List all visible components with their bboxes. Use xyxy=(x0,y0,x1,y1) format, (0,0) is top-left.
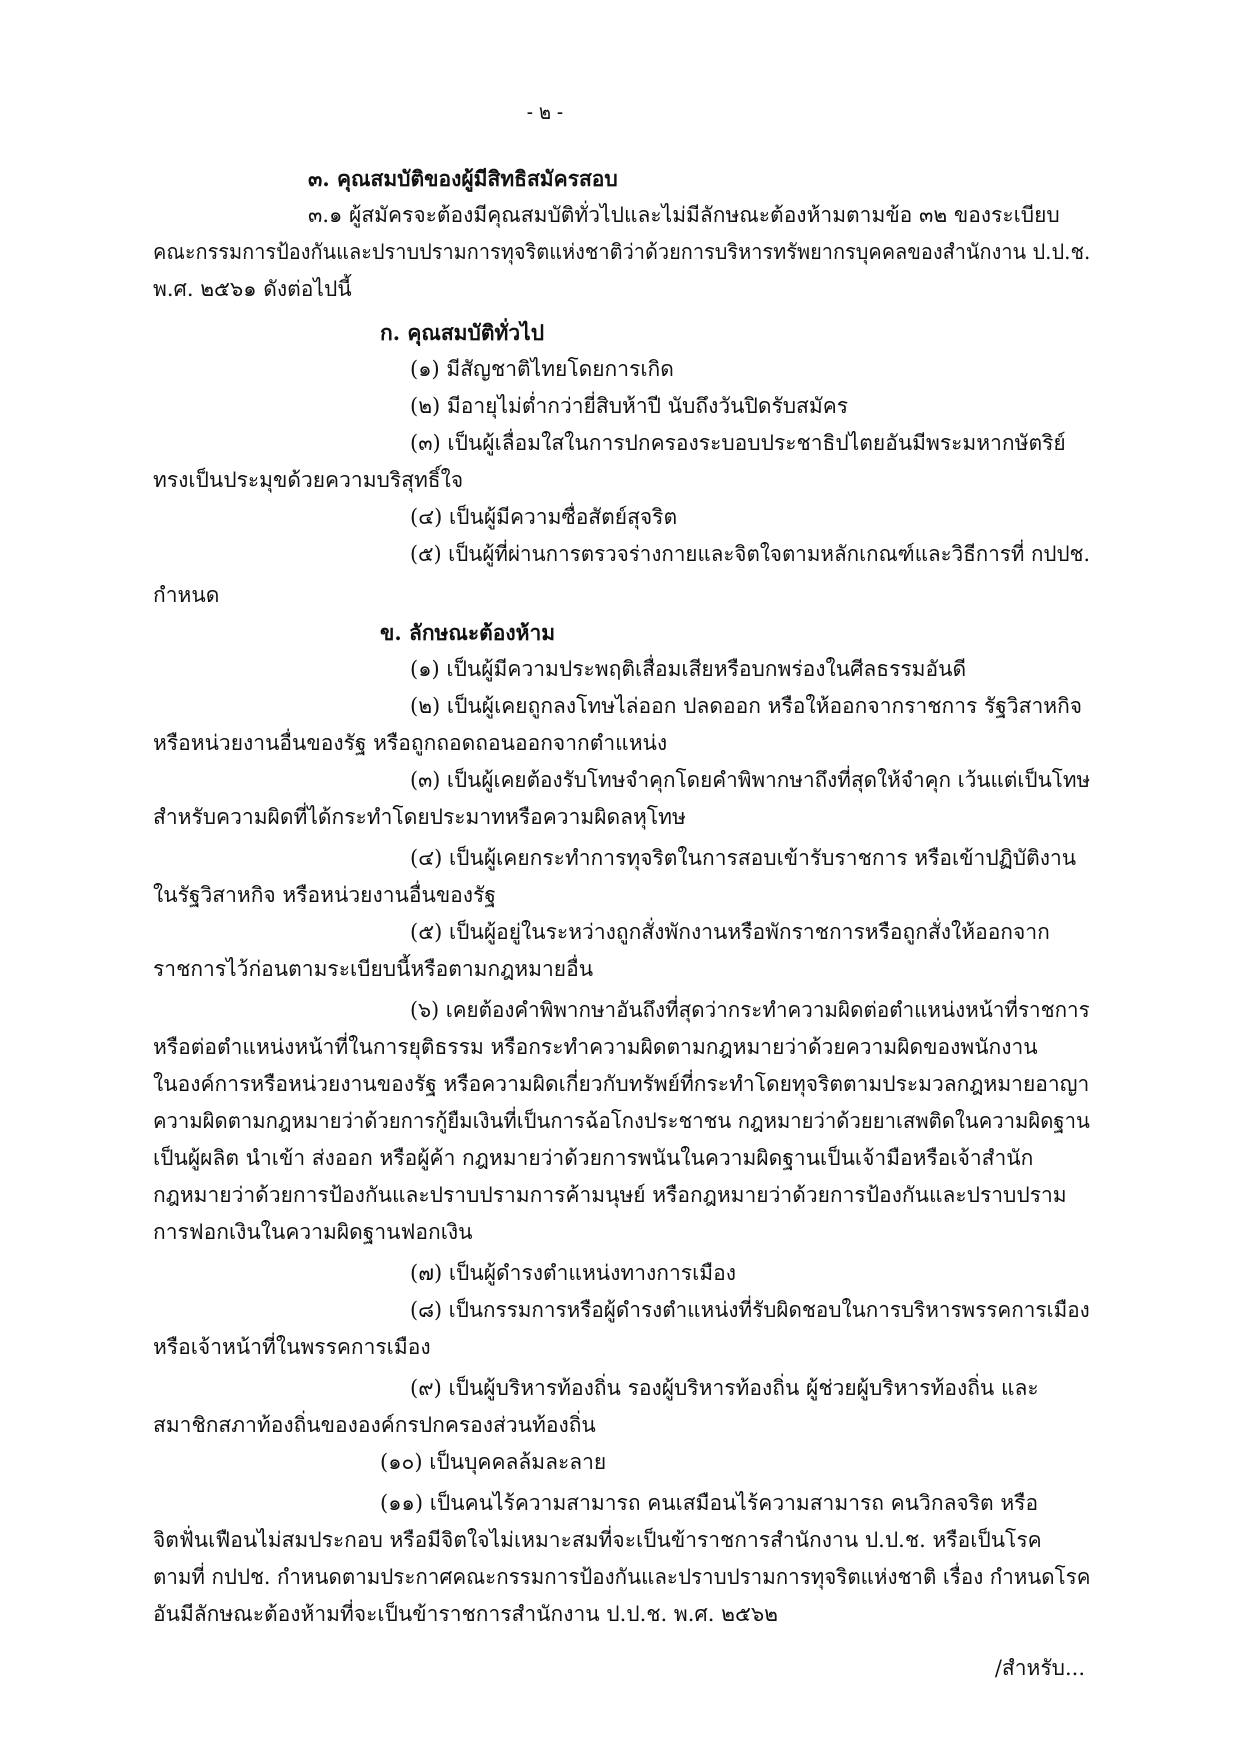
prohibited-line: ตามที่ กปปช. กำหนดตามประกาศคณะกรรมการป้องกันและปราบปรามการทุจริตแห่งชาติ เรื่อง กำหนดโรค xyxy=(153,1565,1091,1589)
prohibited-line: ความผิดตามกฎหมายว่าด้วยการกู้ยืมเงินที่เป็นการฉ้อโกงประชาชน กฎหมายว่าด้วยยาเสพติดในความผิดฐาน xyxy=(153,1109,1090,1133)
general-item: (๕) เป็นผู้ที่ผ่านการตรวจร่างกายและจิตใจตามหลักเกณฑ์และวิธีการที่ กปปช. xyxy=(410,542,1091,566)
prohibited-line: (๑๑) เป็นคนไร้ความสามารถ คนเสมือนไร้ความสามารถ คนวิกลจริต หรือ xyxy=(380,1491,1039,1515)
intro-line-3: พ.ศ. ๒๕๖๑ ดังต่อไปนี้ xyxy=(153,277,352,301)
prohibited-line: (๑) เป็นผู้มีความประพฤติเสื่อมเสียหรือบกพร่องในศีลธรรมอันดี xyxy=(410,657,967,681)
general-item: (๑) มีสัญชาติไทยโดยการเกิด xyxy=(410,357,674,381)
prohibited-line: สมาชิกสภาท้องถิ่นขององค์กรปกครองส่วนท้องถิ่น xyxy=(153,1413,596,1437)
prohibited-line: (๒) เป็นผู้เคยถูกลงโทษไล่ออก ปลดออก หรือให้ออกจากราชการ รัฐวิสาหกิจ xyxy=(410,694,1083,718)
prohibited-line: จิตฟั่นเฟือนไม่สมประกอบ หรือมีจิตใจไม่เหมาะสมที่จะเป็นข้าราชการสำนักงาน ป.ป.ช. หรือเป็นโรค xyxy=(153,1528,1042,1552)
general-heading: ก. คุณสมบัติทั่วไป xyxy=(380,320,545,345)
general-item: (๓) เป็นผู้เลื่อมใสในการปกครองระบอบประชาธิปไตยอันมีพระมหากษัตริย์ xyxy=(410,431,1066,455)
prohibited-line: สำหรับความผิดที่ได้กระทำโดยประมาทหรือความผิดลหุโทษ xyxy=(153,805,686,829)
prohibited-line: ราชการไว้ก่อนตามระเบียบนี้หรือตามกฎหมายอื่น xyxy=(153,957,594,981)
general-item-continuation: ทรงเป็นประมุขด้วยความบริสุทธิ์ใจ xyxy=(153,468,464,492)
prohibited-line: (๙) เป็นผู้บริหารท้องถิ่น รองผู้บริหารท้องถิ่น ผู้ช่วยผู้บริหารท้องถิ่น และ xyxy=(410,1376,1039,1400)
prohibited-line: หรือหน่วยงานอื่นของรัฐ หรือถูกถอดถอนออกจากตำแหน่ง xyxy=(153,731,668,755)
prohibited-heading: ข. ลักษณะต้องห้าม xyxy=(380,620,556,645)
intro-line-2: คณะกรรมการป้องกันและปราบปรามการทุจริตแห่งชาติว่าด้วยการบริหารทรัพยากรบุคคลของสำนักงาน ป.ป.ช. xyxy=(153,240,1091,264)
prohibited-line: (๕) เป็นผู้อยู่ในระหว่างถูกสั่งพักงานหรือพักราชการหรือถูกสั่งให้ออกจาก xyxy=(410,920,1050,944)
prohibited-line: หรือต่อตำแหน่งหน้าที่ในการยุติธรรม หรือกระทำความผิดตามกฎหมายว่าด้วยความผิดของพนักงาน xyxy=(153,1035,1038,1059)
prohibited-line: หรือเจ้าหน้าที่ในพรรคการเมือง xyxy=(153,1335,431,1359)
general-item-continuation: กำหนด xyxy=(153,583,220,607)
section-title: ๓. คุณสมบัติของผู้มีสิทธิสมัครสอบ xyxy=(308,166,618,191)
general-item: (๔) เป็นผู้มีความซื่อสัตย์สุจริต xyxy=(410,505,678,529)
prohibited-line: ในองค์การหรือหน่วยงานของรัฐ หรือความผิดเกี่ยวกับทรัพย์ที่กระทำโดยทุจริตตามประมวลกฎหมายอาญา xyxy=(153,1072,1090,1096)
prohibited-line: (๘) เป็นกรรมการหรือผู้ดำรงตำแหน่งที่รับผิดชอบในการบริหารพรรคการเมือง xyxy=(410,1298,1090,1322)
prohibited-line: (๑๐) เป็นบุคคลล้มละลาย xyxy=(380,1450,607,1474)
intro-line-1: ๓.๑ ผู้สมัครจะต้องมีคุณสมบัติทั่วไปและไม่มีลักษณะต้องห้ามตามข้อ ๓๒ ของระเบียบ xyxy=(308,203,1060,227)
prohibited-line: เป็นผู้ผลิต นำเข้า ส่งออก หรือผู้ค้า กฎหมายว่าด้วยการพนันในความผิดฐานเป็นเจ้ามือหรือเจ้าสำนัก xyxy=(153,1146,1034,1170)
prohibited-line: อันมีลักษณะต้องห้ามที่จะเป็นข้าราชการสำนักงาน ป.ป.ช. พ.ศ. ๒๕๖๒ xyxy=(153,1602,779,1626)
prohibited-line: (๗) เป็นผู้ดำรงตำแหน่งทางการเมือง xyxy=(410,1261,736,1285)
prohibited-line: การฟอกเงินในความผิดฐานฟอกเงิน xyxy=(153,1220,473,1244)
prohibited-line: (๓) เป็นผู้เคยต้องรับโทษจำคุกโดยคำพิพากษาถึงที่สุดให้จำคุก เว้นแต่เป็นโทษ xyxy=(410,768,1091,792)
prohibited-line: ในรัฐวิสาหกิจ หรือหน่วยงานอื่นของรัฐ xyxy=(153,883,496,907)
general-item: (๒) มีอายุไม่ต่ำกว่ายี่สิบห้าปี นับถึงวันปิดรับสมัคร xyxy=(410,394,849,418)
continued-marker: /สำหรับ... xyxy=(994,1656,1085,1680)
prohibited-line: (๖) เคยต้องคำพิพากษาอันถึงที่สุดว่ากระทำความผิดต่อตำแหน่งหน้าที่ราชการ xyxy=(410,998,1090,1022)
prohibited-line: (๔) เป็นผู้เคยกระทำการทุจริตในการสอบเข้ารับราชการ หรือเข้าปฏิบัติงาน xyxy=(410,846,1077,870)
page-number: - ๒ - xyxy=(526,100,564,124)
prohibited-line: กฎหมายว่าด้วยการป้องกันและปราบปรามการค้ามนุษย์ หรือกฎหมายว่าด้วยการป้องกันและปราบปราม xyxy=(153,1183,1067,1207)
